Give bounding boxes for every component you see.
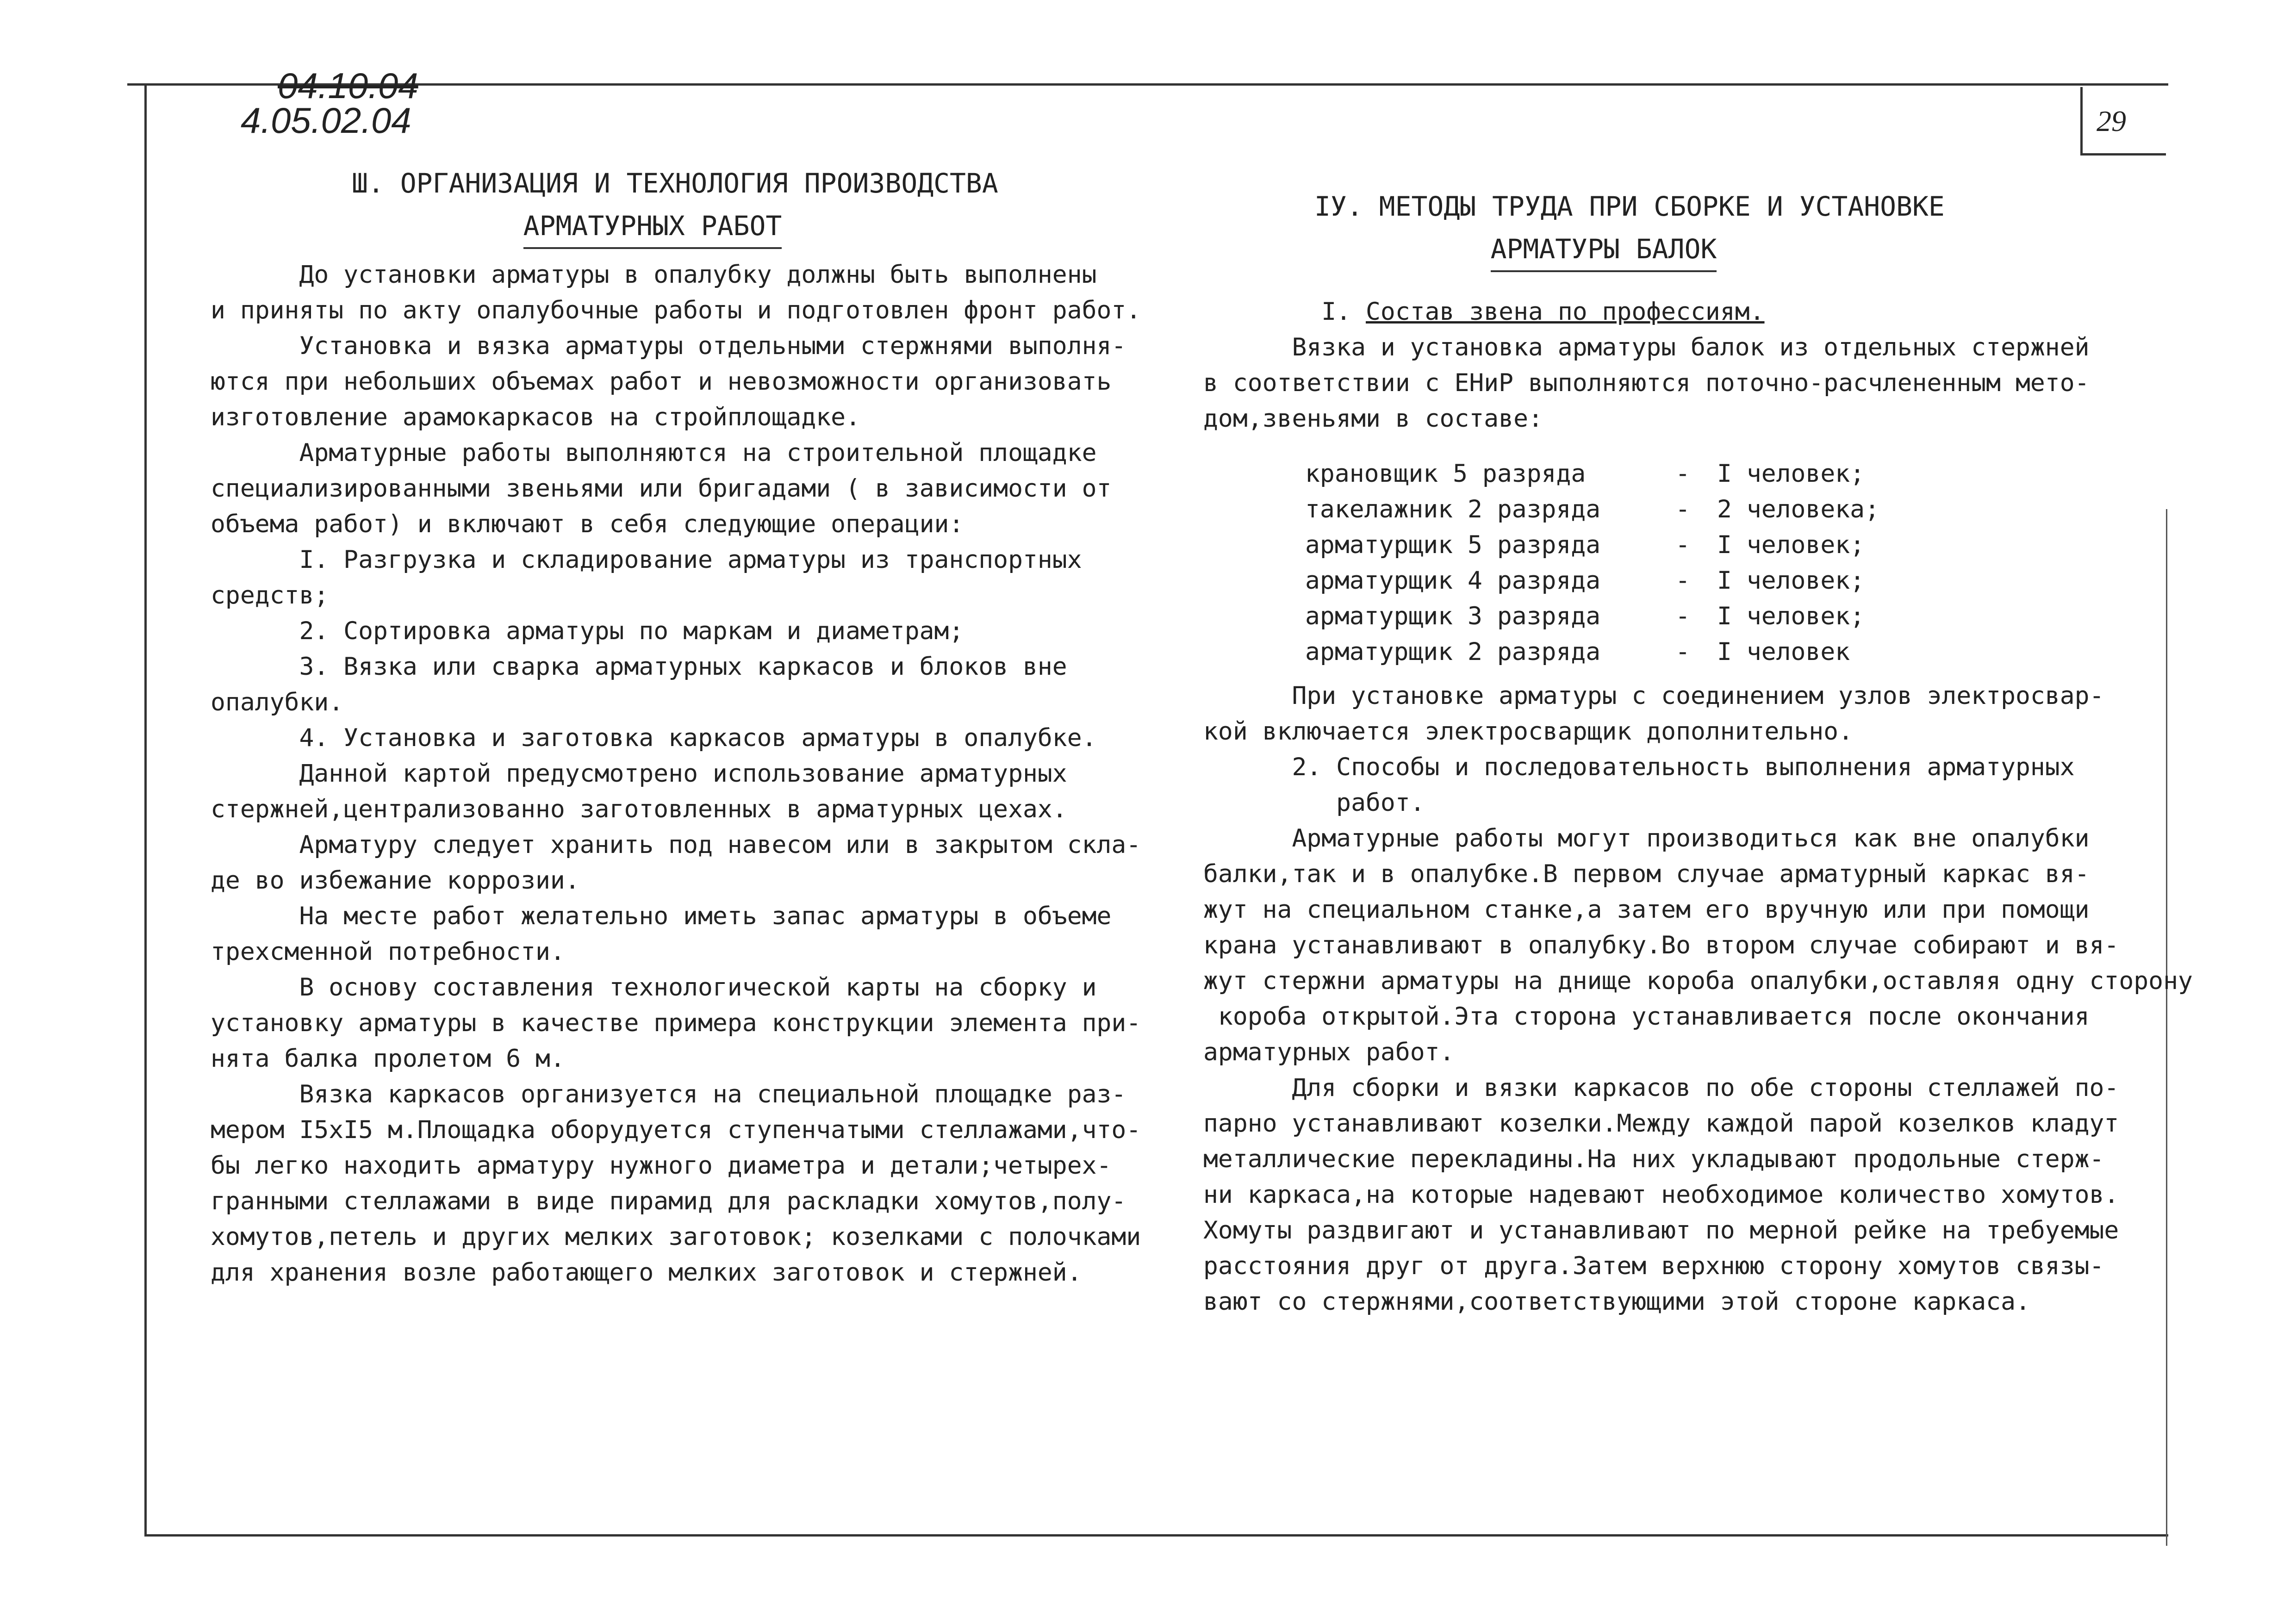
roster-row (1305, 456, 1879, 492)
roster-row (1305, 634, 1879, 670)
right-heading-line1: IУ. МЕТОДЫ ТРУДА ПРИ СБОРКЕ И УСТАНОВКЕ (1314, 191, 1945, 222)
roster-role: крановщик 5 разряда (1305, 460, 1586, 488)
roster-role: арматурщик 4 разряда (1305, 566, 1601, 595)
roster-role: арматурщик 2 разряда (1305, 638, 1601, 666)
crew-roster (1305, 456, 1879, 670)
roster-count: I человек; (1717, 602, 1865, 630)
document-code: 4.05.02.04 (241, 100, 411, 141)
frame-bottom-line (144, 1534, 2168, 1537)
roster-dash: - (1675, 495, 1690, 523)
roster-dash: - (1675, 602, 1690, 630)
roster-row (1305, 563, 1879, 598)
roster-row (1305, 492, 1879, 527)
roster-dash: - (1675, 638, 1690, 666)
roster-row (1305, 527, 1879, 563)
roster-count: I человек (1717, 638, 1850, 666)
roster-role: такелажник 2 разряда (1305, 495, 1601, 523)
roster-row (1305, 598, 1879, 634)
roster-count: I человек; (1717, 566, 1865, 595)
roster-dash: - (1675, 460, 1690, 488)
roster-count: I человек; (1717, 460, 1865, 488)
right-section-text: При установке арматуры с соединением узлов электросвар- кой включается электросварщик дополнительно. 2. Способы и последовательность выполнения арматурных работ. Арматурные работы могут производиться как вне опалубки балки,так и в опалубке.В первом случае арматурный каркас вя- жут на специальном станке,а затем его вручную или при помощи крана устанавливают в опалубку.Во втором случае собирают и вя- жут стержни арматуры на днище короба опалубки,оставляя одну сторону короба открытой.Эта сторона устанавливается после окончания арматурных работ. Для сборки и вязки каркасов по обе стороны стеллажей по- парно устанавливают козелки.Между каждой парой козелков кладут металлические перекладины.На них укладывают продольные стерж- ни каркаса,на которые надевают необходимое количество хомутов. Хомуты раздвигают и устанавливают по мерной рейке на требуемые расстояния друг от друга.Затем верхнюю сторону хомутов связы- вают со стержнями,соответствующими этой стороне каркаса. (1203, 682, 2193, 1316)
page-number: 29 (2097, 105, 2126, 137)
right-heading-line2: АРМАТУРЫ БАЛОК (1491, 228, 1717, 272)
roster-dash: - (1675, 566, 1690, 595)
frame-left-line (144, 83, 147, 1537)
right-intro-text: Вязка и установка арматуры балок из отдельных стержней в соответствии с ЕНиР выполняются поточно-расчлененным мето- дом,звеньями в составе: (1203, 333, 2090, 433)
roster-role: арматурщик 3 разряда (1305, 602, 1601, 630)
left-section-heading (352, 162, 998, 249)
right-section-heading (1314, 185, 1945, 272)
item1-title: Состав звена по профессиям. (1366, 298, 1765, 326)
document-code-struck: 04.10.04 (278, 65, 418, 106)
left-section-text: До установки арматуры в опалубку должны быть выполнены и приняты по акту опалубочные работы и подготовлен фронт работ. Установка и вязка арматуры отдельными стержнями выполня- ются при небольших объемах работ и невозможности организовать изготовление арамокаркасов на стройплощадке. Арматурные работы выполняются на строительной площадке специализированными звеньями или бригадами ( в зависимости от объема работ) и включают в себя следующие операции: I. Разгрузка и складирование арматуры из транспортных средств; 2. Сортировка арматуры по маркам и диаметрам; 3. Вязка или сварка арматурных каркасов и блоков вне опалубки. 4. Установка и заготовка каркасов арматуры в опалубке. Данной картой предусмотрено использование арматурных стержней,централизованно заготовленных в арматурных цехах. Арматуру следует хранить под навесом или в закрытом скла- де во избежание коррозии. На месте работ желательно иметь запас арматуры в объеме трехсменной потребности. В основу составления технологической карты на сборку и установку арматуры в качестве примера конструкции элемента при- нята балка пролетом 6 м. Вязка каркасов организуется на специальной площадке раз- мером I5xI5 м.Площадка оборудуется ступенчатыми стеллажами,что- бы легко находить арматуру нужного диаметра и детали;четырех- гранными стеллажами в виде пирамид для раскладки хомутов,полу- хомутов,петель и других мелких заготовок; козелками с полочками для хранения возле работающего мелких заготовок и стержней. (211, 261, 1141, 1287)
frame-top-line (127, 83, 2168, 86)
roster-role: арматурщик 5 разряда (1305, 531, 1601, 559)
left-heading-line1: Ш. ОРГАНИЗАЦИЯ И ТЕХНОЛОГИЯ ПРОИЗВОДСТВА (352, 168, 998, 199)
right-section-intro (1203, 294, 2090, 436)
roster-count: 2 человека; (1717, 495, 1879, 523)
item1-number: I. (1321, 298, 1366, 326)
roster-dash: - (1675, 531, 1690, 559)
left-heading-line2: АРМАТУРНЫХ РАБОТ (523, 205, 782, 249)
roster-count: I человек; (1717, 531, 1865, 559)
